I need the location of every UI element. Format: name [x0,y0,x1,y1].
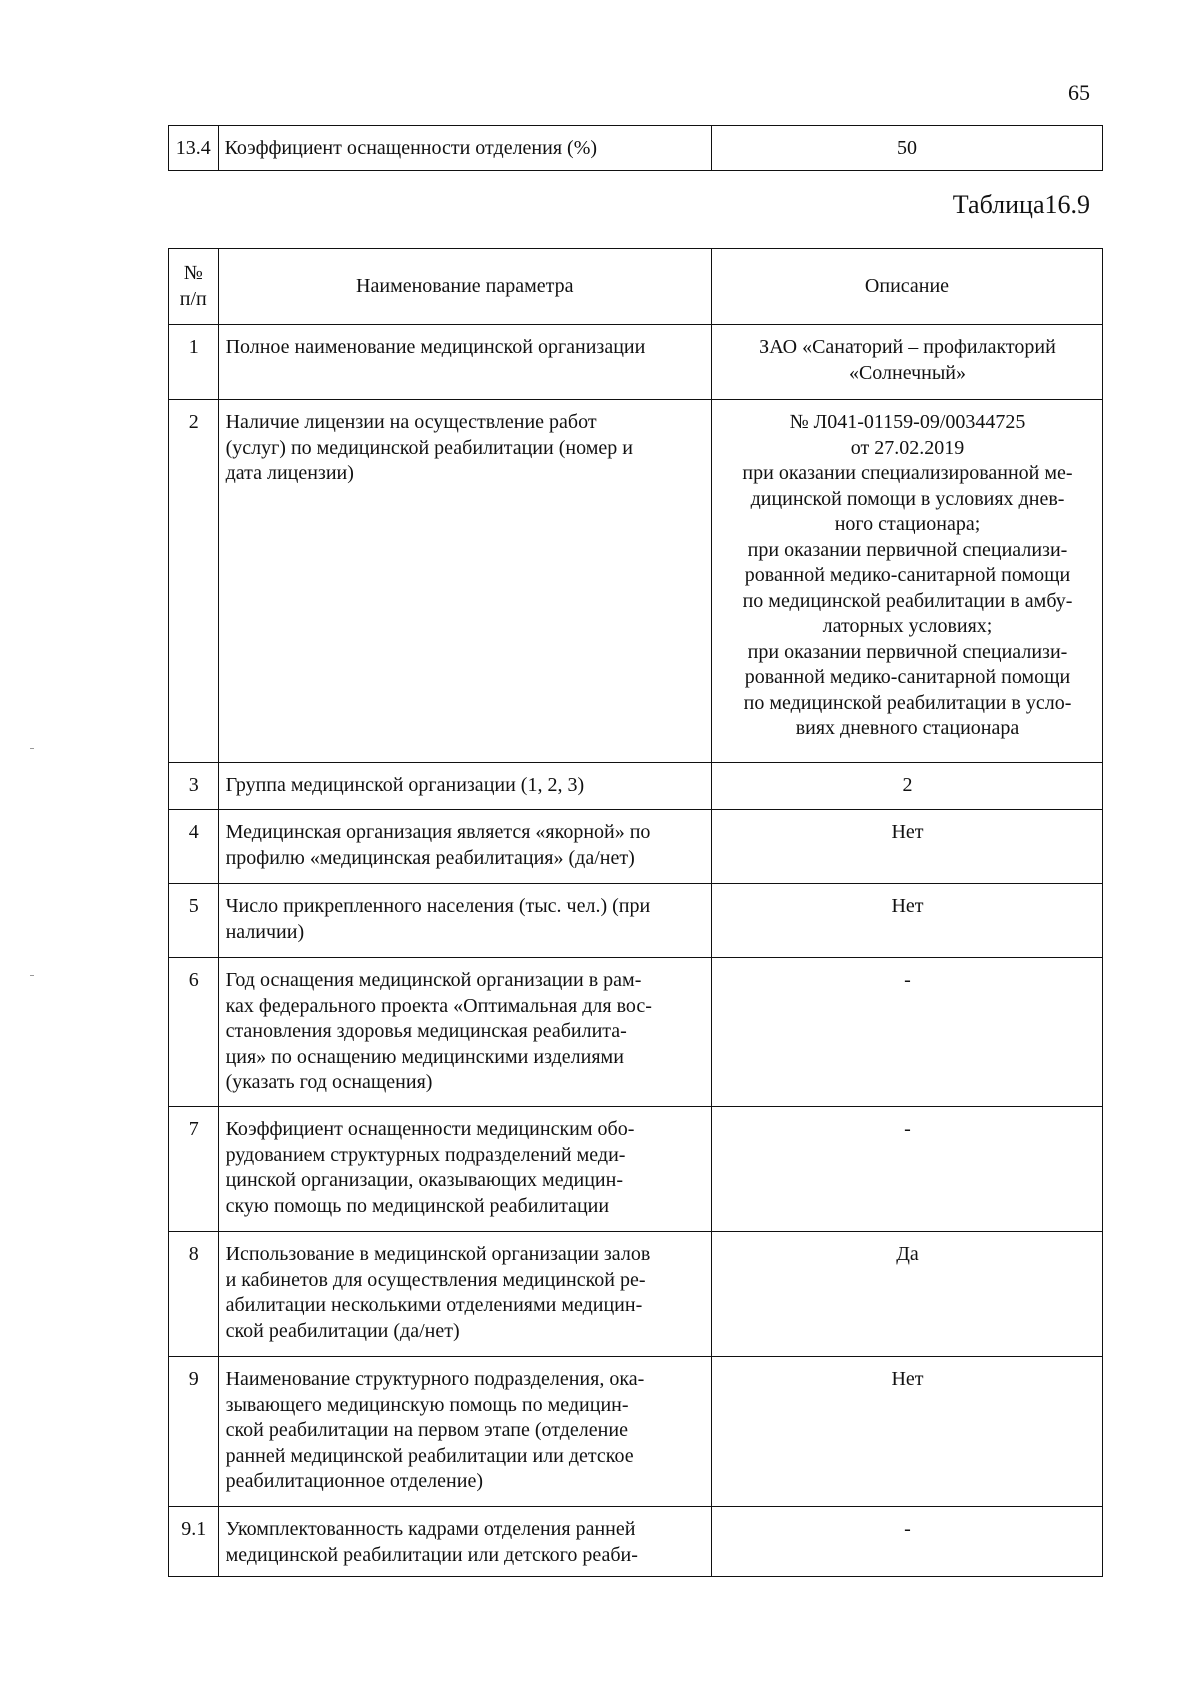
row-number: 4 [169,810,219,884]
row-number: 5 [169,884,219,958]
table-caption: Таблица16.9 [952,190,1090,219]
table-row [169,400,1103,763]
parameter-description: Да [711,1232,1102,1357]
row-number: 13.4 [169,126,219,171]
parameter-value: 50 [711,126,1102,171]
parameter-description: - [711,1107,1102,1232]
parameter-description: Нет [711,1357,1102,1507]
row-number: 7 [169,1107,219,1232]
table-row [169,1107,1103,1232]
margin-mark [30,748,34,749]
table-row [169,1507,1103,1577]
parameter-name: Наименование структурного подразделения, ока- зывающего медицинскую помощь по медицин- ской реабилитации на первом этапе (отделение ранней медицинской реабилитации или детское реабилитационное отделение) [218,1357,711,1507]
parameter-name: Число прикрепленного населения (тыс. чел.) (при наличии) [218,884,711,958]
header-description: Описание [711,249,1102,325]
row-number: 1 [169,325,219,400]
parameter-name: Использование в медицинской организации залов и кабинетов для осуществления медицинской ре- абилитации несколькими отделениями медицин- ской реабилитации (да/нет) [218,1232,711,1357]
row-number: 8 [169,1232,219,1357]
parameter-name: Укомплектованность кадрами отделения ранней медицинской реабилитации или детского реаби- [218,1507,711,1577]
parameter-name: Полное наименование медицинской организации [218,325,711,400]
parameter-description: - [711,1507,1102,1577]
parameter-name: Группа медицинской организации (1, 2, 3) [218,763,711,810]
table-row [169,1357,1103,1507]
table-row [169,325,1103,400]
parameter-description: № Л041-01159-09/00344725 от 27.02.2019 при оказании специализированной ме- дицинской помощи в условиях днев- ного стационара; при оказании первичной специализи- рованной медико-санитарной помощи по медицинской реабилитации в амбу- латорных условиях; при оказании первичной специализи- рованной медико-санитарной помощи по медицинской реабилитации в усло- виях дневного стационара [711,400,1102,763]
page-number: 65 [1068,80,1090,105]
parameters-table [168,248,1103,1577]
header-number: № п/п [169,249,219,325]
parameter-name: Наличие лицензии на осуществление работ (услуг) по медицинской реабилитации (номер и дата лицензии) [218,400,711,763]
row-number: 9.1 [169,1507,219,1577]
table-row [169,884,1103,958]
parameter-name: Медицинская организация является «якорной» по профилю «медицинская реабилитация» (да/нет) [218,810,711,884]
margin-mark [30,975,34,976]
header-parameter: Наименование параметра [218,249,711,325]
parameter-description: Нет [711,810,1102,884]
table-row [169,1232,1103,1357]
parameter-description: 2 [711,763,1102,810]
continuation-table [168,125,1103,171]
parameter-name: Коэффициент оснащенности отделения (%) [218,126,711,171]
table-row [169,958,1103,1107]
parameter-name: Коэффициент оснащенности медицинским обо- рудованием структурных подразделений меди- цинской организации, оказывающих медицин- скую помощь по медицинской реабилитации [218,1107,711,1232]
table-row [169,810,1103,884]
row-number: 3 [169,763,219,810]
table-row [169,763,1103,810]
table-header-row [169,249,1103,325]
row-number: 6 [169,958,219,1107]
parameter-name: Год оснащения медицинской организации в рам- ках федерального проекта «Оптимальная для вос- становления здоровья медицинская реабилита- ция» по оснащению медицинскими изделиями (указать год оснащения) [218,958,711,1107]
row-number: 9 [169,1357,219,1507]
parameter-description: Нет [711,884,1102,958]
parameter-description: ЗАО «Санаторий – профилакторий «Солнечный» [711,325,1102,400]
table-row [169,126,1103,171]
parameter-description: - [711,958,1102,1107]
row-number: 2 [169,400,219,763]
